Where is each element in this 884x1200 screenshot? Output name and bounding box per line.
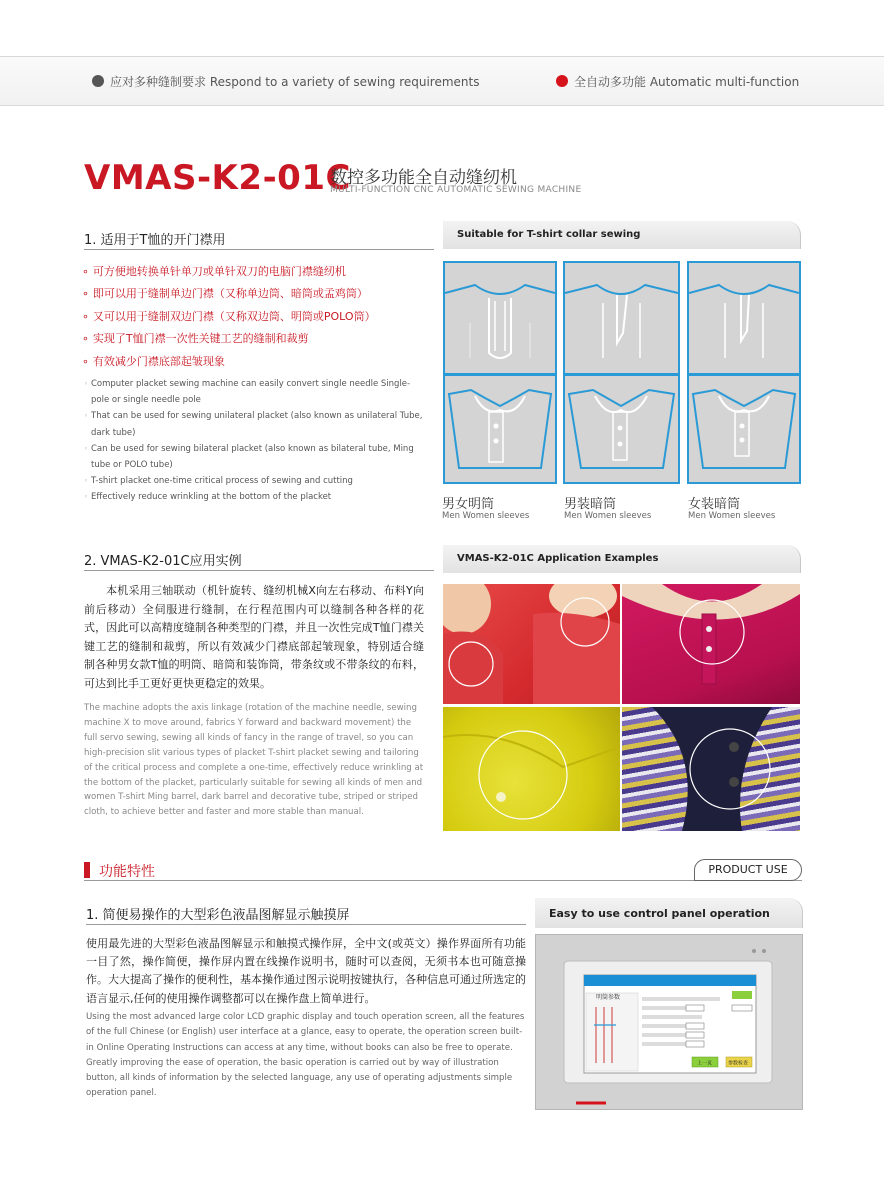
feature1-body-cn: 使用最先进的大型彩色液晶图解显示和触摸式操作屏，全中文(或英文）操作界面所有功能一目了然，操作简便，操作屏内置在线操作说明书，随时可以查阅，无须书本也可随意操作。大大提高了操作的便利性，基本操作通过图示说明按键执行，各种信息可通过所选定的语言显示,任何的使用操作调整都可以在操作盘上简单进行。 <box>86 937 526 1005</box>
list-item: ∘ 实现了T恤门襟一次性关键工艺的缝制和裁剪 <box>82 328 442 350</box>
placket-diagram-ming-bottom <box>443 374 557 484</box>
feature1-title: 1. 简便易操作的大型彩色液晶图解显示触摸屏 <box>86 908 350 923</box>
feature1-tab <box>535 898 803 928</box>
list-item: ◦ Effectively reduce wrinkling at the bottom of the placket <box>84 489 424 505</box>
section2-body-en: The machine adopts the axis linkage (rotation of the machine needle, sewing machine X to move around, fabrics Y forward and backward movement) the full servo sewing, sewing all kinds of fancy in the range of travel, so you can high-precision slit various types of placket T-shirt placket sewing and tailoring of the critical process and complete a one-time, effectively reduce wrinkling at the bottom of the placket, particularly suitable for sewing all kinds of men and women T-shirt Ming barrel, dark barrel and decorative tube, striped or striped cloth, to achieve better and faster and more stable than manual. <box>84 703 424 818</box>
list-item: ∘ 又可以用于缝制双边门襟（又称双边筒、明筒或POLO筒） <box>82 306 442 328</box>
section2-body-cn: 本机采用三轴联动（机针旋转、缝纫机械X向左右移动、布料Y向前后移动）全伺服进行缝制，在行程范围内可以缝制各种各样的花式，因此可以高精度缝制各种类型的门襟，并且一次性完成T恤门襟关键工艺的缝制和裁剪，所以有效减少门襟底部起皱现象，特别适合缝制各种男女款T恤的明筒、暗筒和装饰筒，带条纹或不带条纹的布料，可达到比手工更好更快更稳定的效果。 <box>84 584 424 690</box>
section2-tab-label: VMAS-K2-01C Application Examples <box>457 553 659 564</box>
product-use-badge: PRODUCT USE <box>694 859 802 881</box>
lcd-control-panel <box>535 934 803 1110</box>
features-cn-list <box>82 261 442 373</box>
style-caption-cn: 男女明筒 <box>442 497 495 512</box>
feature1-divider <box>86 924 526 925</box>
feature-marker-bar <box>84 862 90 878</box>
photo-magenta-polo <box>622 584 800 704</box>
list-item: ∘ 即可以用于缝制单边门襟（又称单边筒、暗筒或孟鸡筒） <box>82 283 442 305</box>
header-left-text: 应对多种缝制要求 Respond to a variety of sewing requirements <box>110 75 480 89</box>
placket-diagram-an-men-bottom <box>563 374 680 484</box>
features-en-list <box>84 376 424 506</box>
list-item: ∘ 有效减少门襟底部起皱现象 <box>82 351 442 373</box>
header-left-item <box>92 73 480 90</box>
section2-title: 2. VMAS-K2-01C应用实例 <box>84 554 242 569</box>
placket-diagram-an-men-top <box>563 261 680 375</box>
features-section-title: 功能特性 <box>99 864 155 880</box>
product-name-en: MULTI-FUNCTION CNC AUTOMATIC SEWING MACHINE <box>330 185 582 195</box>
section1-tab-label: Suitable for T-shirt collar sewing <box>457 229 641 240</box>
list-item: ◦ Can be used for sewing bilateral placket (also known as bilateral tube, Ming tube or POLO tube) <box>84 441 424 473</box>
section2-tab <box>443 545 801 573</box>
header-right-text: 全自动多功能 Automatic multi-function <box>574 75 800 89</box>
feature1-tab-label: Easy to use control panel operation <box>549 907 770 920</box>
red-dot-icon <box>556 75 568 87</box>
top-banner <box>0 56 884 106</box>
grey-dot-icon <box>92 75 104 87</box>
list-item: ◦ T-shirt placket one-time critical process of sewing and cutting <box>84 473 424 489</box>
header-right-item <box>556 73 799 90</box>
list-item: ∘ 可方便地转换单针单刀或单针双刀的电脑门襟缝纫机 <box>82 261 442 283</box>
section1-divider <box>84 249 434 250</box>
feature1-body-en: Using the most advanced large color LCD graphic display and touch operation screen, all the features of the full Chinese (or English) user interface at a glance, easy to operate, the operation screen built-in Online Operating Instructions can access at any time, without books can also be free to operate. Greatly improving the ease of operation, the basic operation is carried out by way of illustration button, all kinds of information by the selected language, any use of operating adjustments simple operation panel. <box>86 1012 525 1099</box>
photo-striped-polo <box>622 707 800 831</box>
lcd-heading: 明筒参数 <box>596 994 621 1001</box>
placket-diagram-ming-top <box>443 261 557 375</box>
style-caption-en: Men Women sleeves <box>564 511 652 521</box>
section1-title: 1. 适用于T恤的开门襟用 <box>84 233 226 248</box>
photo-yellow-polo <box>443 707 620 831</box>
placket-diagram-an-women-bottom <box>687 374 801 484</box>
placket-diagram-an-women-top <box>687 261 801 375</box>
lcd-param-check-button: 参数检查 <box>728 1060 749 1067</box>
section2-divider <box>84 570 434 571</box>
style-caption-cn: 男装暗筒 <box>564 497 617 512</box>
style-caption-en: Men Women sleeves <box>688 511 776 521</box>
product-model: VMAS-K2-01C <box>84 158 351 198</box>
lcd-prev-page-button: 上一页 <box>697 1060 713 1067</box>
photo-red-polo-people <box>443 584 620 704</box>
list-item: ◦ That can be used for sewing unilateral placket (also known as unilateral Tube, dark tube) <box>84 408 424 440</box>
style-caption-en: Men Women sleeves <box>442 511 530 521</box>
style-caption-cn: 女装暗筒 <box>688 497 741 512</box>
product-name-cn: 数控多功能全自动缝纫机 <box>330 168 517 188</box>
list-item: ◦ Computer placket sewing machine can easily convert single needle Single-pole or single needle pole <box>84 376 424 408</box>
section1-tab <box>443 221 801 249</box>
